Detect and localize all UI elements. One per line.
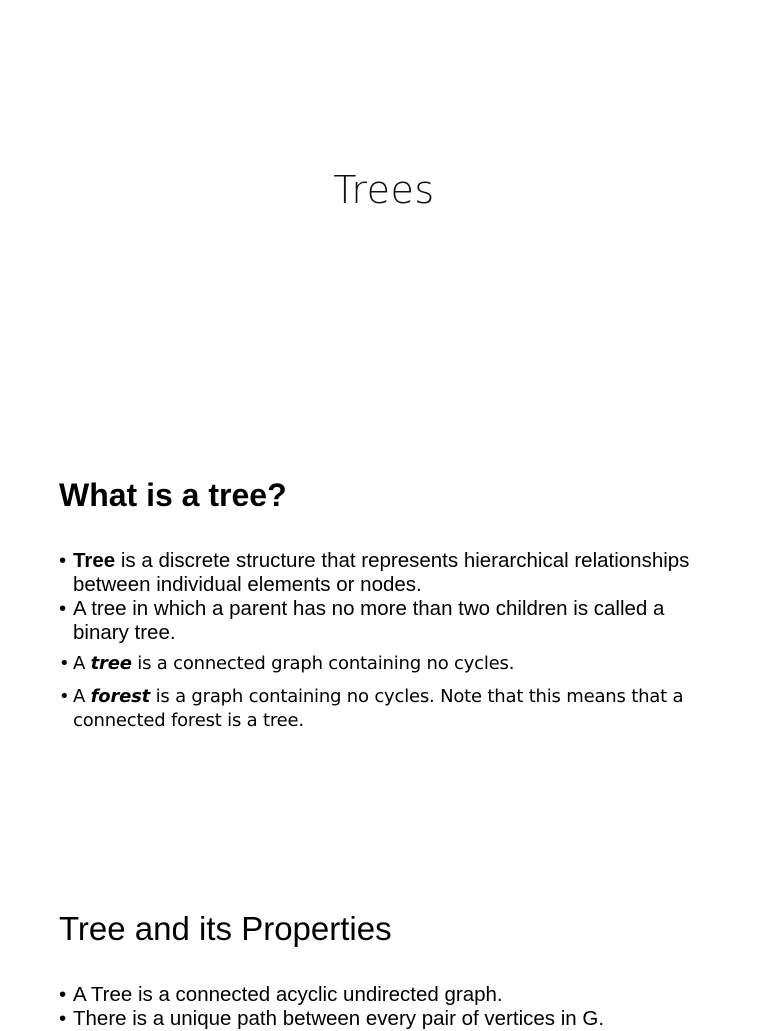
list-item (59, 983, 719, 1007)
term-emphasis: forest (90, 686, 151, 707)
list-item (59, 597, 719, 645)
bullet-list (59, 549, 719, 733)
list-item (59, 549, 719, 597)
slide-title: Trees (333, 168, 435, 212)
term-emphasis: tree (90, 653, 132, 674)
term-bold: Tree (73, 549, 116, 572)
list-item (59, 685, 719, 733)
bullet-text: A (73, 653, 91, 674)
bullet-text: A tree in which a parent has no more than two children is called a binary tree. (73, 597, 665, 644)
slide-heading: What is a tree? (59, 477, 287, 513)
list-item (59, 652, 719, 676)
list-item (59, 1007, 719, 1031)
bullet-text: There is a unique path between every pair of vertices in G. (73, 1007, 605, 1030)
bullet-text: is a connected graph containing no cycles. (131, 653, 515, 674)
bullet-text: is a graph containing no cycles. Note that this means that a connected forest is a tree. (73, 686, 684, 731)
bullet-text: is a discrete structure that represents hierarchical relationships between individual elements or nodes. (73, 549, 690, 596)
bullet-text: A (73, 686, 91, 707)
bullet-text: A Tree is a connected acyclic undirected graph. (73, 983, 503, 1006)
slide-heading: Tree and its Properties (59, 910, 392, 947)
